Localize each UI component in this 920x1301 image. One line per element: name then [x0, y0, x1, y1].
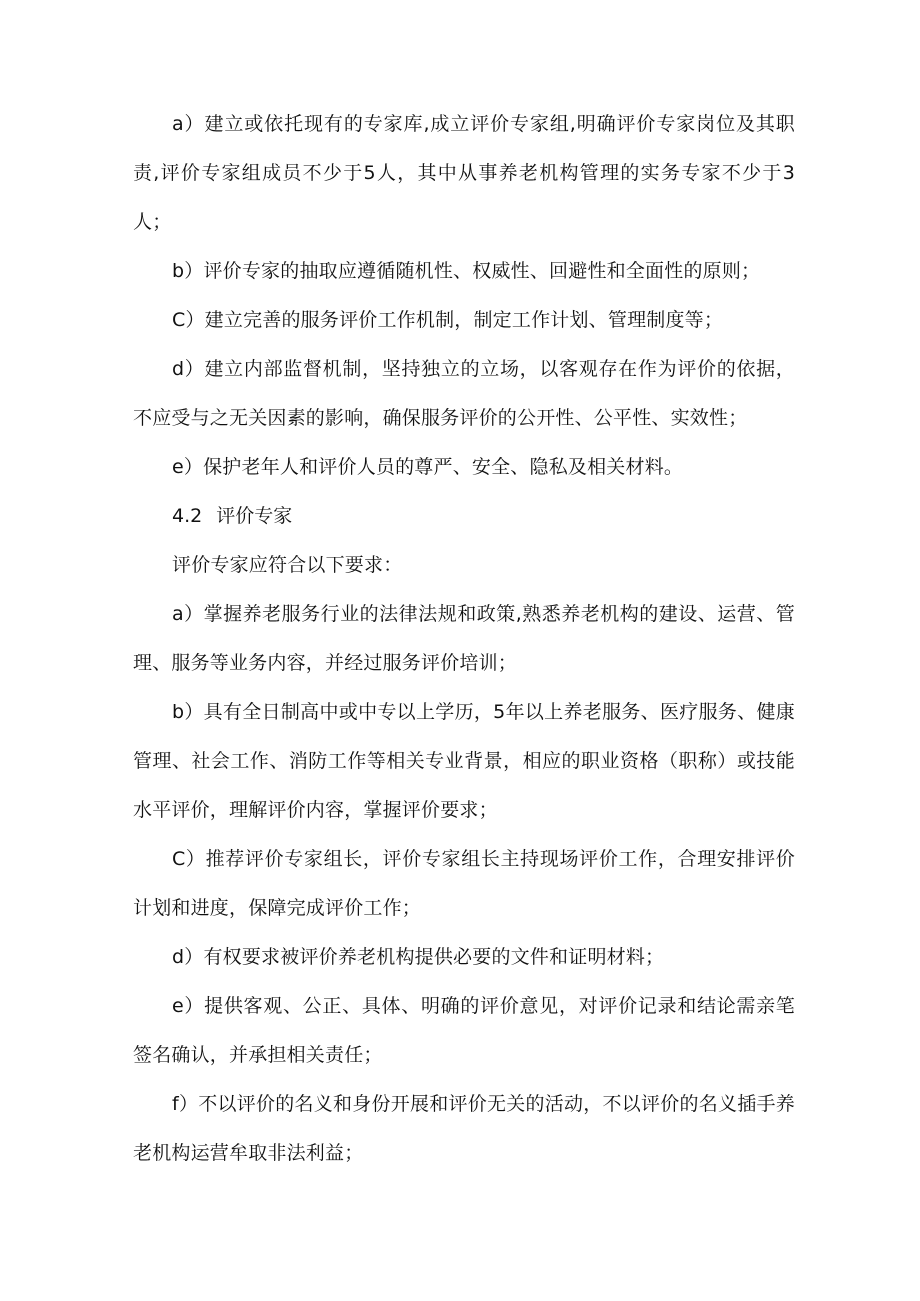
- section-heading: [133, 492, 795, 541]
- section-title: 评价专家: [216, 505, 293, 527]
- list-item: C）建立完善的服务评价工作机制，制定工作计划、管理制度等；: [172, 309, 724, 331]
- section-intro: 评价专家应符合以下要求：: [172, 554, 403, 576]
- list-item: e）提供客观、公正、具体、明确的评价意见，对评价记录和结论需亲笔签名确认，并承担相关责任；: [133, 995, 795, 1066]
- list-item: a）建立或依托现有的专家库,成立评价专家组,明确评价专家岗位及其职责,评价专家组成员不少于5人，其中从事养老机构管理的实务专家不少于3人；: [133, 113, 795, 233]
- section-number: 4.2: [172, 505, 203, 527]
- list-item: b）具有全日制高中或中专以上学历，5年以上养老服务、医疗服务、健康管理、社会工作、消防工作等相关专业背景，相应的职业资格（职称）或技能水平评价，理解评价内容，掌握评价要求；: [133, 701, 795, 821]
- list-item: e）保护老年人和评价人员的尊严、安全、隐私及相关材料。: [172, 456, 684, 478]
- list-item: d）建立内部监督机制，坚持独立的立场，以客观存在作为评价的依据，不应受与之无关因素的影响，确保服务评价的公开性、公平性、实效性；: [133, 358, 795, 429]
- list-item: d）有权要求被评价养老机构提供必要的文件和证明材料；: [172, 946, 665, 968]
- list-item: f）不以评价的名义和身份开展和评价无关的活动，不以评价的名义插手养老机构运营牟取非法利益；: [133, 1093, 795, 1164]
- list-item: C）推荐评价专家组长，评价专家组长主持现场评价工作，合理安排评价计划和进度，保障完成评价工作；: [133, 848, 795, 919]
- list-item: a）掌握养老服务行业的法律法规和政策,熟悉养老机构的建设、运营、管理、服务等业务内容，并经过服务评价培训；: [133, 603, 795, 674]
- list-item: b）评价专家的抽取应遵循随机性、权威性、回避性和全面性的原则；: [172, 260, 761, 282]
- document-body: [133, 100, 795, 1178]
